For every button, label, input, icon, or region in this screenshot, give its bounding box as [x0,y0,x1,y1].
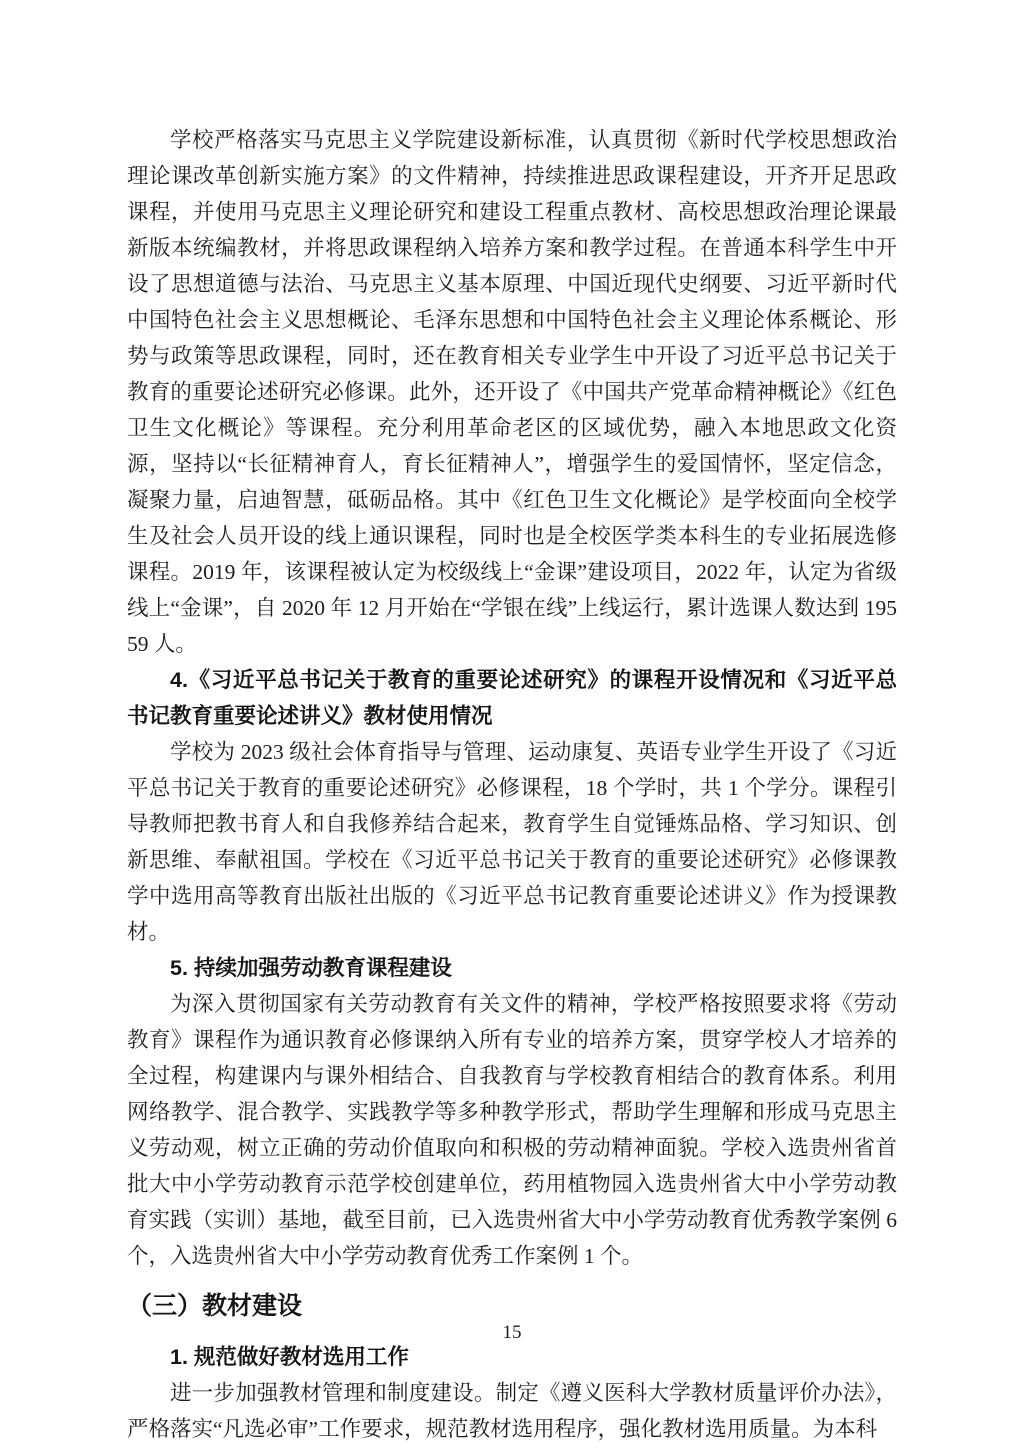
paragraph-course-setup: 学校为 2023 级社会体育指导与管理、运动康复、英语专业学生开设了《习近平总书记关于教育的重要论述研究》必修课程，18 个学时，共 1 个学分。课程引导教师把教书育人和自我修养结合起来，教育学生自觉锤炼品格、学习知识、创新思维、奉献祖国。学校在《习近平总书记关于教育的重要论述研究》必修课教学中选用高等教育出版社出版的《习近平总书记教育重要论述讲义》作为授课教材。 [127,740,897,944]
page-number: 15 [502,1322,522,1343]
heading-item-5: 5. 持续加强劳动教育课程建设 [170,956,452,980]
page-content [127,122,897,1447]
paragraph-labor-education: 为深入贯彻国家有关劳动教育有关文件的精神，学校严格按照要求将《劳动教育》课程作为通识教育必修课纳入所有专业的培养方案，贯穿学校人才培养的全过程，构建课内与课外相结合、自我教育与学校教育相结合的教育体系。利用网络教学、混合教学、实践教学等多种教学形式，帮助学生理解和形成马克思主义劳动观，树立正确的劳动价值取向和积极的劳动精神面貌。学校入选贵州省首批大中小学劳动教育示范学校创建单位，药用植物园入选贵州省大中小学劳动教育实践（实训）基地，截至目前，已入选贵州省大中小学劳动教育优秀教学案例 6 个，入选贵州省大中小学劳动教育优秀工作案例 1 个。 [127,992,897,1268]
section-heading-textbook-construction: （三）教材建设 [127,1292,303,1320]
paragraph-ideology-courses: 学校严格落实马克思主义学院建设新标准，认真贯彻《新时代学校思想政治理论课改革创新实施方案》的文件精神，持续推进思政课程建设，开齐开足思政课程，并使用马克思主义理论研究和建设工程重点教材、高校思想政治理论课最新版本统编教材，并将思政课程纳入培养方案和教学过程。在普通本科学生中开设了思想道德与法治、马克思主义基本原理、中国近现代史纲要、习近平新时代中国特色社会主义思想概论、毛泽东思想和中国特色社会主义理论体系概论、形势与政策等思政课程，同时，还在教育相关专业学生中开设了习近平总书记关于教育的重要论述研究必修课。此外，还开设了《中国共产党革命精神概论》《红色卫生文化概论》等课程。充分利用革命老区的区域优势，融入本地思政文化资源，坚持以“长征精神育人，育长征精神人”，增强学生的爱国情怀，坚定信念，凝聚力量，启迪智慧，砥砺品格。其中《红色卫生文化概论》是学校面向全校学生及社会人员开设的线上通识课程，同时也是全校医学类本科生的专业拓展选修课程。2019 年，该课程被认定为校级线上“金课”建设项目，2022 年，认定为省级线上“金课”，自 2020 年 12 月开始在“学银在线”上线运行，累计选课人数达到 19559 人。 [127,128,897,656]
paragraph-textbook-selection: 进一步加强教材管理和制度建设。制定《遵义医科大学教材质量评价办法》，严格落实“凡选必审”工作要求，规范教材选用程序，强化教材选用质量。为本科 [127,1381,897,1441]
heading-item-1: 1. 规范做好教材选用工作 [170,1345,409,1369]
heading-item-4: 4.《习近平总书记关于教育的重要论述研究》的课程开设情况和《习近平总书记教育重要论述讲义》教材使用情况 [127,668,897,728]
